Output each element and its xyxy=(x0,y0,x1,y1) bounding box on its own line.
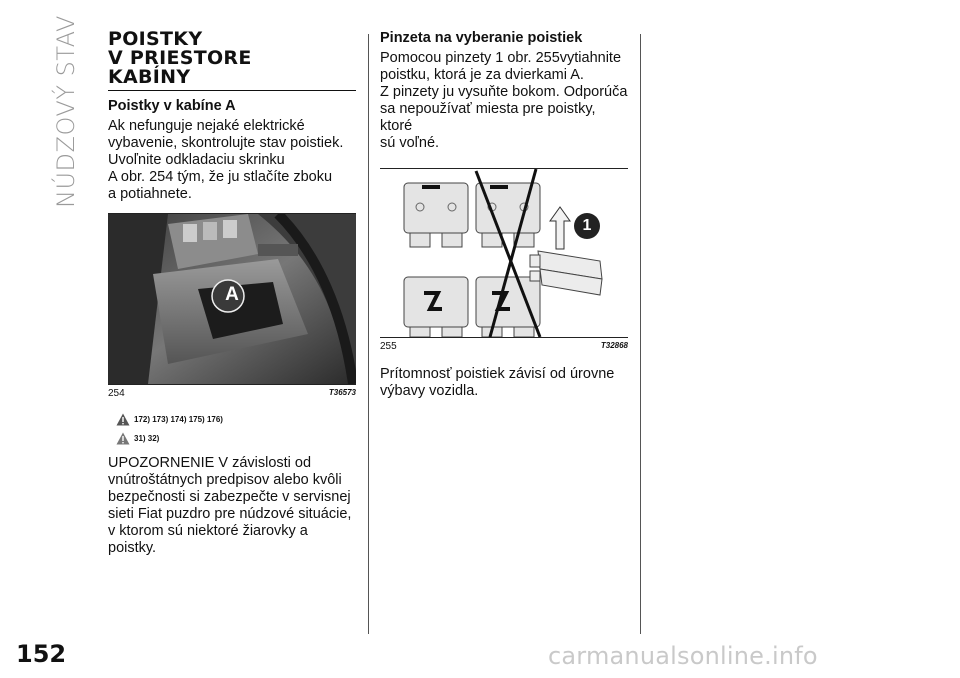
figure-254-number: 254 xyxy=(108,388,125,399)
figure-254-caption xyxy=(108,388,356,399)
section-title-line: POISTKY xyxy=(108,28,203,50)
paragraph-availability: Prítomnosť poistiek závisí od úrovne výbavy vozidla. xyxy=(380,366,615,399)
title-rule xyxy=(108,90,356,91)
fuse-tweezers-drawing xyxy=(380,169,628,337)
caution-triangle-icon xyxy=(116,432,130,445)
figure-254 xyxy=(108,213,356,399)
figure-254-photo xyxy=(108,213,356,385)
figure-254-code: T36573 xyxy=(328,388,356,397)
figure-255-callout-1: 1 xyxy=(574,213,600,239)
caution-references xyxy=(116,432,356,445)
caution-ref-list: 31) 32) xyxy=(134,434,160,443)
figure-255 xyxy=(380,168,628,352)
figure-255-code: T32868 xyxy=(600,341,628,350)
paragraph-note: UPOZORNENIE V závislosti od vnútroštátnych predpisov alebo kvôli bezpečnosti si zabezpečte v servisnej sieti Fiat puzdro pre núdzové situácie, v ktorom sú niektoré žiarovky a poistky. xyxy=(108,455,352,556)
figure-255-caption xyxy=(380,341,628,352)
section-title-line: V PRIESTORE xyxy=(108,47,252,69)
warning-triangle-icon xyxy=(116,413,130,426)
section-title xyxy=(108,30,356,87)
figure-254-callout-a: A xyxy=(225,284,239,305)
column-divider-left xyxy=(368,34,369,634)
side-section-title xyxy=(52,15,92,210)
section-title-line: KABÍNY xyxy=(108,66,191,88)
column-divider-right xyxy=(640,34,641,634)
side-section-title-text: NÚDZOVÝ STAV xyxy=(52,15,80,208)
figure-255-drawing xyxy=(380,168,628,338)
watermark-text[interactable]: carmanualsonline.info xyxy=(548,642,818,670)
paragraph-tweezers: Pomocou pinzety 1 obr. 255vytiahnite poistku, ktorá je za dvierkami A. Z pinzety ju vysuňte bokom. Odporúča sa nepoužívať miesta pre poistky, ktoré sú voľné. xyxy=(380,50,628,151)
figure-255-number: 255 xyxy=(380,341,397,352)
column-right xyxy=(380,30,628,400)
warning-ref-list: 172) 173) 174) 175) 176) xyxy=(134,415,223,424)
subhead-cabin-fuses: Poistky v kabíne A xyxy=(108,98,236,114)
paragraph-intro: Ak nefunguje nejaké elektrické vybavenie, skontrolujte stav poistiek. Uvoľnite odkladaciu skrinku A obr. 254 tým, že ju stlačíte zboku a potiahnete. xyxy=(108,118,344,202)
page-number: 152 xyxy=(16,640,67,668)
warning-references xyxy=(116,413,356,426)
column-left xyxy=(108,30,356,557)
subhead-fuse-tweezers: Pinzeta na vyberanie poistiek xyxy=(380,30,583,46)
